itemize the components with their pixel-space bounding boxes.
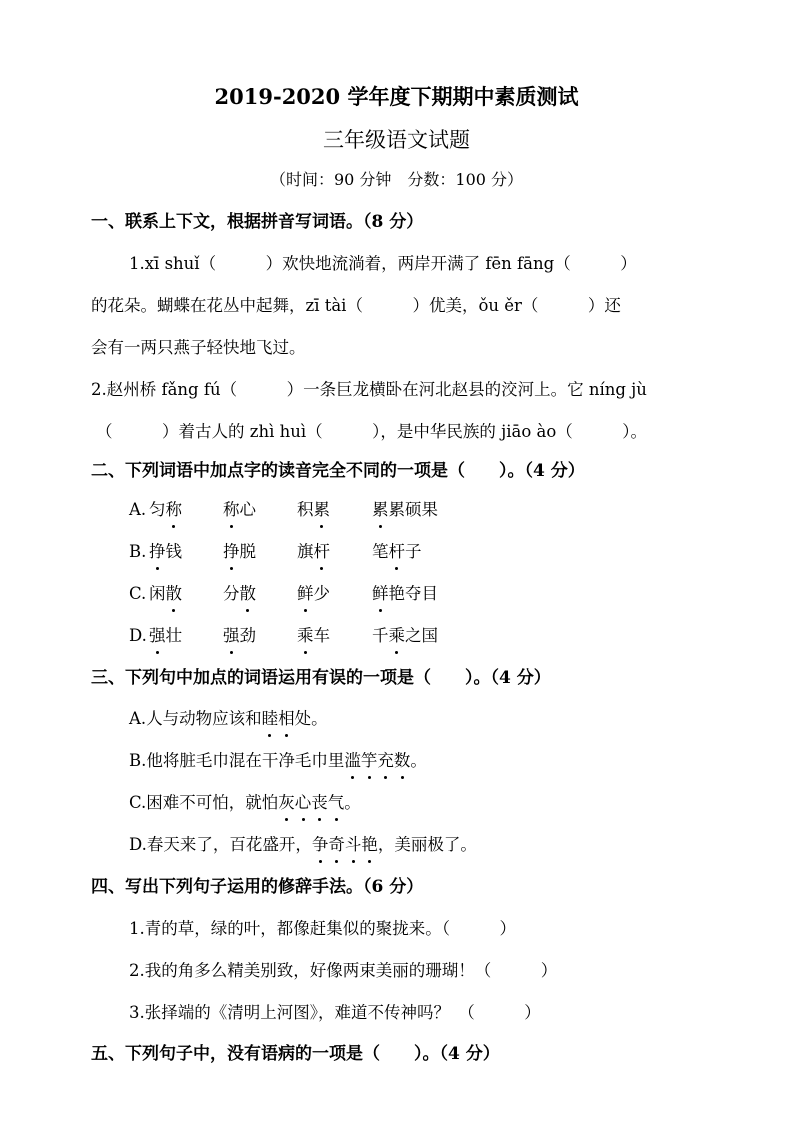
q3-heading: 三、下列句中加点的词语运用有误的一项是（ ）。（4 分） (91, 668, 551, 688)
dotted-char: 睦 (262, 707, 279, 731)
word-part: 闲 (149, 584, 166, 603)
word-part: 笔 (372, 542, 389, 561)
q4-heading: 四、写出下列句子运用的修辞手法。（6 分） (91, 877, 424, 897)
q2-option-d (129, 624, 729, 650)
word-part: 千 (372, 626, 389, 645)
dotted-char: 丧 (311, 791, 328, 815)
word-part (372, 540, 422, 564)
dotted-char: 强 (223, 624, 240, 648)
dotted-char: 乘 (389, 624, 406, 648)
dotted-char: 充 (377, 749, 394, 773)
dotted-char: 数 (394, 749, 411, 773)
q3-option-d: D.春天来了，百花盛开，争奇斗艳，美丽极了。 (129, 833, 477, 857)
q2-option-b (129, 540, 729, 566)
word-part (297, 582, 330, 606)
option-label: B. (129, 542, 147, 561)
dotted-char: 乘 (297, 624, 314, 648)
dotted-char: 斗 (345, 833, 362, 857)
q3-option-a: A.人与动物应该和睦相处。 (129, 707, 328, 731)
word-part: 艳夺目 (388, 584, 438, 603)
word-part (372, 498, 438, 522)
dotted-char: 累 (314, 498, 331, 522)
dotted-char: 挣 (223, 540, 240, 564)
word-part: 匀 (149, 500, 166, 519)
word-part: 壮 (165, 626, 182, 645)
q1-line-3: 会有一两只燕子轻快地飞过。 (91, 338, 306, 357)
word-part: 子 (405, 542, 422, 561)
dotted-char: 散 (166, 582, 183, 606)
dotted-char: 杆 (314, 540, 331, 564)
dotted-char: 艳 (361, 833, 378, 857)
word-part (149, 540, 182, 564)
q2-option-a (129, 498, 729, 524)
q2-heading: 二、下列词语中加点字的读音完全不同的一项是（ ）。（4 分） (91, 461, 585, 481)
word-part: 旗 (297, 542, 314, 561)
dotted-char: 鲜 (297, 582, 314, 606)
q1-line-2: 的花朵。蝴蝶在花丛中起舞，zī tài（ ）优美，ǒu ěr（ ）还 (91, 296, 621, 315)
dotted-char: 强 (149, 624, 166, 648)
word-part (149, 624, 182, 648)
word-part (149, 498, 182, 522)
word-part (223, 624, 256, 648)
exam-title: 2019-2020 学年度下期期中素质测试 (214, 84, 579, 109)
dotted-char: 竽 (361, 749, 378, 773)
dotted-char: 心 (295, 791, 312, 815)
dotted-char: 争 (312, 833, 329, 857)
dotted-char: 散 (240, 582, 257, 606)
word-part: 之国 (405, 626, 438, 645)
dotted-char: 滥 (344, 749, 361, 773)
word-part (149, 582, 182, 606)
option-label: C. (129, 584, 147, 603)
word-part (223, 540, 256, 564)
exam-subtitle: 三年级语文试题 (323, 128, 470, 152)
word-part (297, 624, 330, 648)
dotted-char: 称 (166, 498, 183, 522)
q4-line-2: 2.我的角多么精美别致，好像两束美丽的珊瑚！（ ） (129, 961, 558, 980)
q1-line-4: 2.赵州桥 fǎng fú（ ）一条巨龙横卧在河北赵县的洨河上。它 níng jù (91, 380, 647, 399)
word-part: 钱 (165, 542, 182, 561)
word-part (372, 624, 438, 648)
q2-option-c (129, 582, 729, 608)
q3-option-b: B.他将脏毛巾混在干净毛巾里滥竽充数。 (129, 749, 427, 773)
dotted-char: 鲜 (372, 582, 389, 606)
word-part (223, 498, 256, 522)
q1-heading: 一、联系上下文，根据拼音写词语。（8 分） (91, 212, 424, 232)
option-label: A. (129, 500, 147, 519)
dotted-char: 挣 (149, 540, 166, 564)
dotted-word (344, 751, 410, 770)
dotted-char: 杆 (389, 540, 406, 564)
q3-option-c: C.困难不可怕，就怕灰心丧气。 (129, 791, 361, 815)
q4-line-3: 3.张择端的《清明上河图》，难道不传神吗？ （ ） (129, 1003, 541, 1022)
dotted-char: 灰 (278, 791, 295, 815)
dotted-char: 累 (372, 498, 389, 522)
dotted-word (262, 709, 295, 728)
word-part (297, 498, 330, 522)
word-part: 劲 (239, 626, 256, 645)
dotted-char: 称 (223, 498, 240, 522)
word-part: 心 (239, 500, 256, 519)
dotted-word (278, 793, 344, 812)
word-part (223, 582, 256, 606)
option-label: D. (129, 626, 147, 645)
dotted-char: 奇 (328, 833, 345, 857)
q4-line-1: 1.青的草，绿的叶，都像赶集似的聚拢来。（ ） (129, 919, 516, 938)
q1-line-1: 1.xī shuǐ（ ）欢快地流淌着，两岸开满了 fēn fāng（ ） (129, 254, 637, 273)
word-part: 分 (223, 584, 240, 603)
word-part: 少 (313, 584, 330, 603)
exam-info: （时间：90 分钟 分数：100 分） (269, 170, 524, 189)
dotted-char: 气 (328, 791, 345, 815)
word-part: 积 (297, 500, 314, 519)
word-part: 车 (313, 626, 330, 645)
q1-line-5: （ ）着古人的 zhì huì（ ），是中华民族的 jiāo ào（ ）。 (96, 422, 648, 441)
word-part (372, 582, 438, 606)
q5-heading: 五、下列句子中，没有语病的一项是（ ）。（4 分） (91, 1044, 500, 1064)
dotted-char: 相 (278, 707, 295, 731)
word-part (297, 540, 330, 564)
word-part: 脱 (239, 542, 256, 561)
word-part: 累硕果 (388, 500, 438, 519)
dotted-word (312, 835, 378, 854)
